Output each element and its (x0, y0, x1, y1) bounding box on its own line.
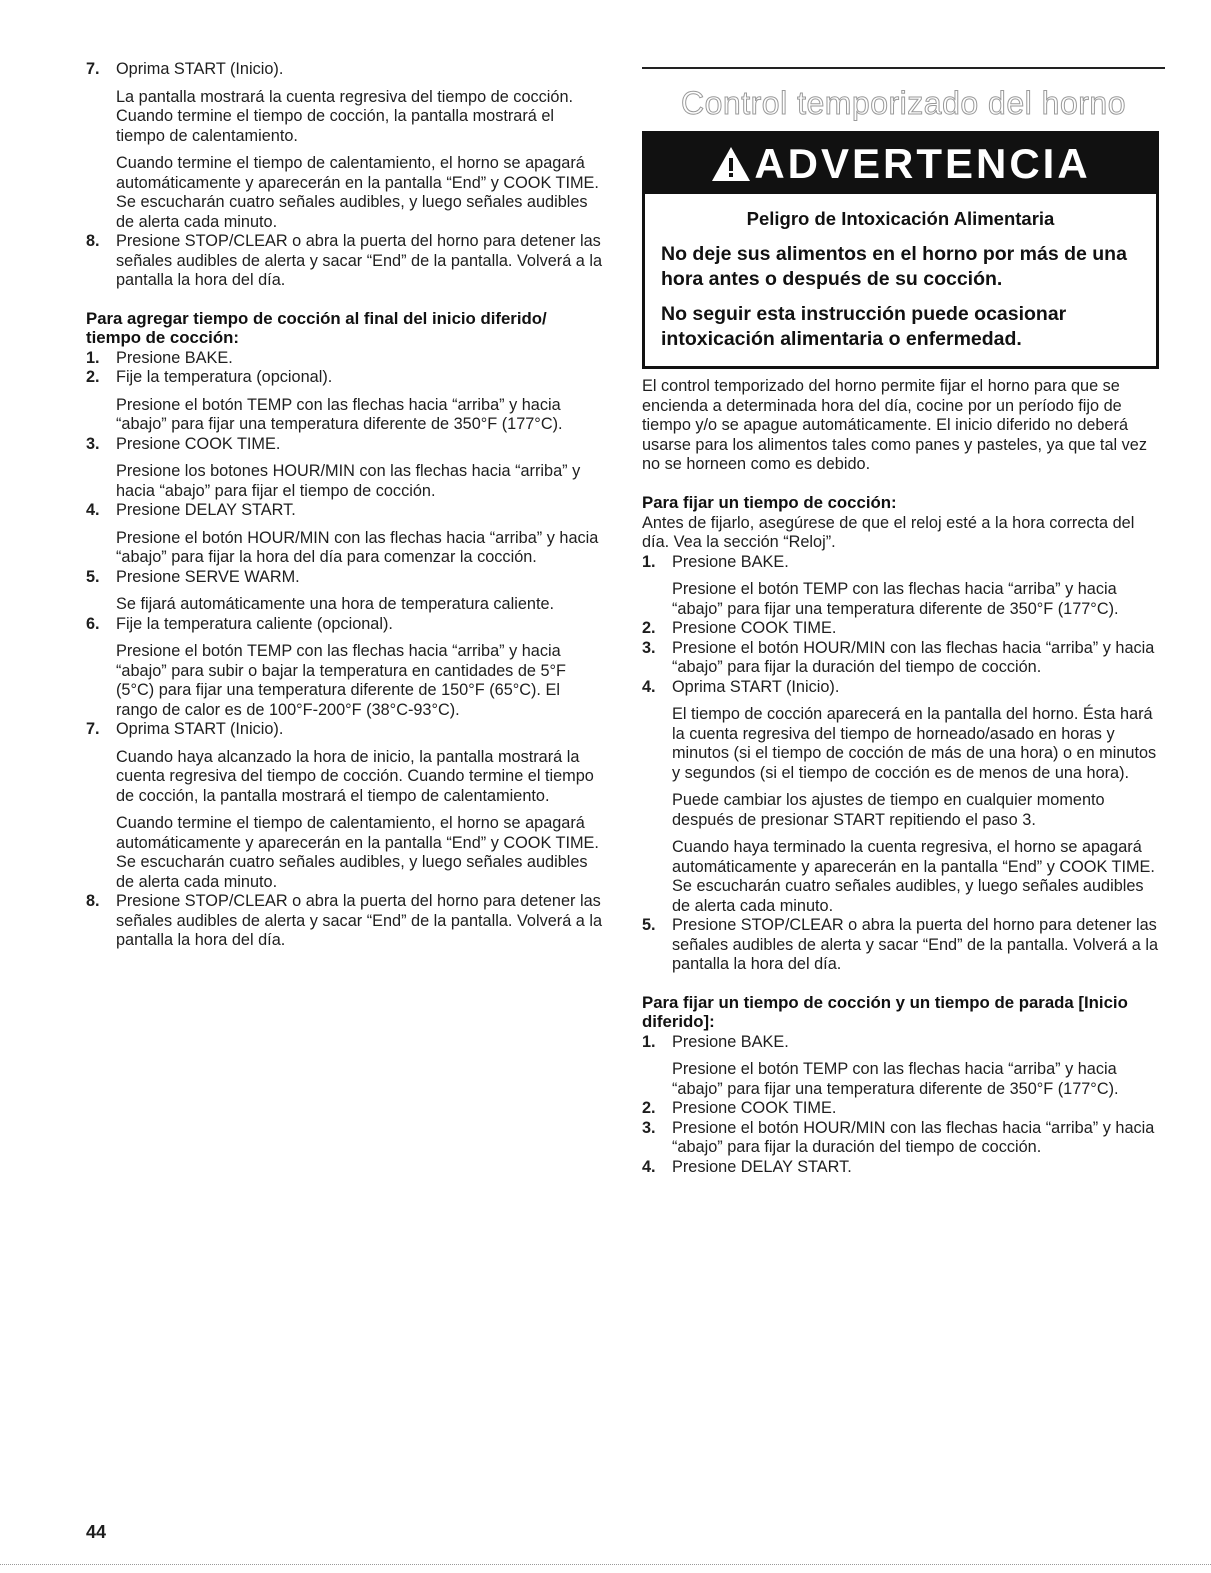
section-title: Control temporizado del horno (681, 85, 1126, 121)
step-item (642, 916, 1165, 975)
warning-label: ADVERTENCIA (754, 140, 1091, 187)
step-item (642, 678, 1165, 917)
step-row (86, 720, 606, 740)
step-number: 7. (86, 720, 100, 738)
step-detail: Presione el botón TEMP con las flechas hacia “arriba” y hacia “abajo” para fijar una temperatura diferente de 350°F (177°C). (672, 1060, 1119, 1098)
warning-header (645, 134, 1156, 194)
step-item (86, 368, 606, 435)
step-number: 2. (86, 368, 100, 386)
step-detail: Cuando haya terminado la cuenta regresiva, el horno se apagará automáticamente y aparecerán en la pantalla “End” y COOK TIME. Se escucharán cuatro señales audibles, y luego señales audibles de alerta cada minuto. (672, 838, 1155, 915)
step-text: Oprima START (Inicio). (672, 677, 840, 696)
step-number: 3. (642, 638, 656, 657)
step-item (642, 619, 1165, 639)
step-detail: Presione el botón HOUR/MIN con las flechas hacia “arriba” y hacia “abajo” para fijar la hora del día para comenzar la cocción. (116, 528, 599, 566)
section-heading: Para agregar tiempo de cocción al final del inicio diferido/ tiempo de cocción: (86, 308, 547, 347)
step-row (642, 553, 1165, 573)
step-list (642, 553, 1165, 975)
step-text: Presione DELAY START. (672, 1157, 852, 1176)
step-item (86, 60, 606, 232)
left-column (86, 60, 606, 951)
step-row (86, 615, 606, 635)
step-item (642, 1158, 1165, 1178)
paragraph: Antes de fijarlo, asegúrese de que el reloj esté a la hora correcta del día. Vea la sección “Reloj”. (642, 513, 1135, 551)
step-number: 3. (642, 1118, 656, 1137)
step-text: Presione STOP/CLEAR o abra la puerta del horno para detener las señales audibles de alerta y sacar “End” de la pantalla. Volverá a la pantalla la hora del día. (672, 916, 1159, 973)
step-row (642, 619, 1165, 639)
step-list (86, 349, 606, 951)
scan-edge-rule (0, 1564, 1211, 1565)
step-number: 2. (642, 1099, 656, 1117)
step-detail: Presione el botón TEMP con las flechas hacia “arriba” y hacia “abajo” para subir o bajar la temperatura en cantidades de 5°F (5°C) para fijar una temperatura diferente de 150°F (65°C). El rango de calor es de 100°F-200°F (38°C-93°C). (116, 642, 566, 719)
step-number: 4. (642, 677, 656, 696)
step-text: Presione STOP/CLEAR o abra la puerta del horno para detener las señales audibles de alerta y sacar “End” de la pantalla. Volverá a la pantalla la hora del día. (116, 232, 603, 289)
step-text: Fije la temperatura (opcional). (116, 368, 333, 386)
step-row (642, 639, 1165, 678)
step-item (642, 1033, 1165, 1100)
step-item (86, 615, 606, 721)
step-row (642, 1119, 1165, 1158)
step-number: 4. (642, 1157, 656, 1176)
step-row (86, 349, 606, 369)
step-text: Presione DELAY START. (116, 501, 296, 519)
step-row (86, 232, 606, 291)
step-row (642, 916, 1165, 975)
step-text: Presione BAKE. (672, 552, 789, 571)
step-detail: Presione los botones HOUR/MIN con las flechas hacia “arriba” y hacia “abajo” para fijar el tiempo de cocción. (116, 462, 581, 500)
step-item (86, 568, 606, 615)
step-text: Oprima START (Inicio). (116, 60, 284, 78)
step-row (642, 678, 1165, 698)
step-list (86, 60, 606, 291)
step-text: Presione SERVE WARM. (116, 567, 300, 586)
step-number: 8. (86, 232, 100, 250)
intro-paragraph: El control temporizado del horno permite fijar el horno para que se encienda a determinada hora del día, cocine por un período fijo de tiempo y/o se apague automáticamente. El inicio diferido no deberá usarse para los alimentos tales como panes y pasteles, ya que tal vez no se horneen como es debido. (642, 377, 1147, 473)
step-number: 2. (642, 619, 656, 637)
step-number: 8. (86, 892, 100, 910)
step-detail: Se fijará automáticamente una hora de temperatura caliente. (116, 595, 555, 613)
step-detail: Cuando termine el tiempo de calentamiento, el horno se apagará automáticamente y aparecerán en la pantalla “End” y COOK TIME. Se escucharán cuatro señales audibles, y luego señales audibles de alerta cada minuto. (116, 154, 599, 231)
step-item (86, 892, 606, 951)
step-text: Presione STOP/CLEAR o abra la puerta del horno para detener las señales audibles de alerta y sacar “End” de la pantalla. Volverá a la pantalla la hora del día. (116, 892, 603, 949)
warning-text: No seguir esta instrucción puede ocasionar intoxicación alimentaria o enfermedad. (661, 303, 1067, 350)
step-item (642, 1099, 1165, 1119)
step-detail: La pantalla mostrará la cuenta regresiva del tiempo de cocción. Cuando termine el tiempo de cocción, la pantalla mostrará el tiempo de calentamiento. (116, 87, 574, 145)
step-text: Presione COOK TIME. (672, 619, 837, 637)
step-row (86, 568, 606, 588)
step-number: 4. (86, 501, 100, 519)
section-heading: Para fijar un tiempo de cocción y un tiempo de parada [Inicio diferido]: (642, 992, 1128, 1031)
step-number: 6. (86, 614, 100, 633)
step-item (642, 639, 1165, 678)
warning-triangle-icon (710, 145, 752, 183)
step-item (86, 232, 606, 291)
step-detail: Presione el botón TEMP con las flechas hacia “arriba” y hacia “abajo” para fijar una temperatura diferente de 350°F (177°C). (116, 395, 563, 433)
step-number: 5. (642, 916, 656, 934)
section-heading: Para fijar un tiempo de cocción: (642, 492, 897, 512)
step-item (642, 553, 1165, 620)
step-row (642, 1033, 1165, 1053)
warning-body (645, 194, 1156, 366)
step-text: Presione COOK TIME. (116, 434, 281, 453)
step-number: 1. (86, 348, 100, 367)
step-item (642, 1119, 1165, 1158)
page-number: 44 (86, 1522, 107, 1542)
step-row (86, 60, 606, 80)
step-number: 5. (86, 567, 100, 586)
warning-text: No deje sus alimentos en el horno por más de una hora antes o después de su cocción. (661, 243, 1127, 290)
step-detail: Cuando haya alcanzado la hora de inicio, la pantalla mostrará la cuenta regresiva del tiempo de cocción. Cuando termine el tiempo de cocción, la pantalla mostrará el tiempo de calentamiento. (116, 747, 594, 805)
step-item (86, 720, 606, 892)
step-row (86, 501, 606, 521)
step-text: Presione el botón HOUR/MIN con las flechas hacia “arriba” y hacia “abajo” para fijar la duración del tiempo de cocción. (672, 638, 1155, 676)
step-text: Presione COOK TIME. (672, 1099, 837, 1117)
step-number: 3. (86, 434, 100, 453)
step-row (642, 1158, 1165, 1178)
warning-subtitle: Peligro de Intoxicación Alimentaria (746, 208, 1055, 229)
step-detail: El tiempo de cocción aparecerá en la pantalla del horno. Ésta hará la cuenta regresiva del tiempo de horneado/asado en horas y minutos (si el tiempo de cocción de más de una hora) o en minutos y segundos (si el tiempo de cocción es de menos de una hora). (672, 705, 1157, 782)
step-detail: Cuando termine el tiempo de calentamiento, el horno se apagará automáticamente y aparecerán en la pantalla “End” y COOK TIME. Se escucharán cuatro señales audibles, y luego señales audibles de alerta cada minuto. (116, 814, 599, 891)
step-row (86, 368, 606, 388)
step-text: Oprima START (Inicio). (116, 720, 284, 738)
step-text: Presione BAKE. (672, 1032, 789, 1051)
step-detail: Presione el botón TEMP con las flechas hacia “arriba” y hacia “abajo” para fijar una temperatura diferente de 350°F (177°C). (672, 580, 1119, 618)
step-row (86, 892, 606, 951)
step-item (86, 501, 606, 568)
step-number: 1. (642, 552, 656, 571)
step-number: 1. (642, 1032, 656, 1051)
top-rule (642, 67, 1165, 69)
step-list (642, 1033, 1165, 1178)
right-column (642, 60, 1165, 1177)
step-number: 7. (86, 60, 100, 78)
step-text: Presione BAKE. (116, 348, 233, 367)
step-text: Presione el botón HOUR/MIN con las flechas hacia “arriba” y hacia “abajo” para fijar la duración del tiempo de cocción. (672, 1118, 1155, 1156)
warning-box (642, 131, 1159, 369)
step-item (86, 435, 606, 502)
step-item (86, 349, 606, 369)
step-row (86, 435, 606, 455)
step-detail: Puede cambiar los ajustes de tiempo en cualquier momento después de presionar START repitiendo el paso 3. (672, 791, 1105, 829)
step-row (642, 1099, 1165, 1119)
step-text: Fije la temperatura caliente (opcional). (116, 614, 393, 633)
